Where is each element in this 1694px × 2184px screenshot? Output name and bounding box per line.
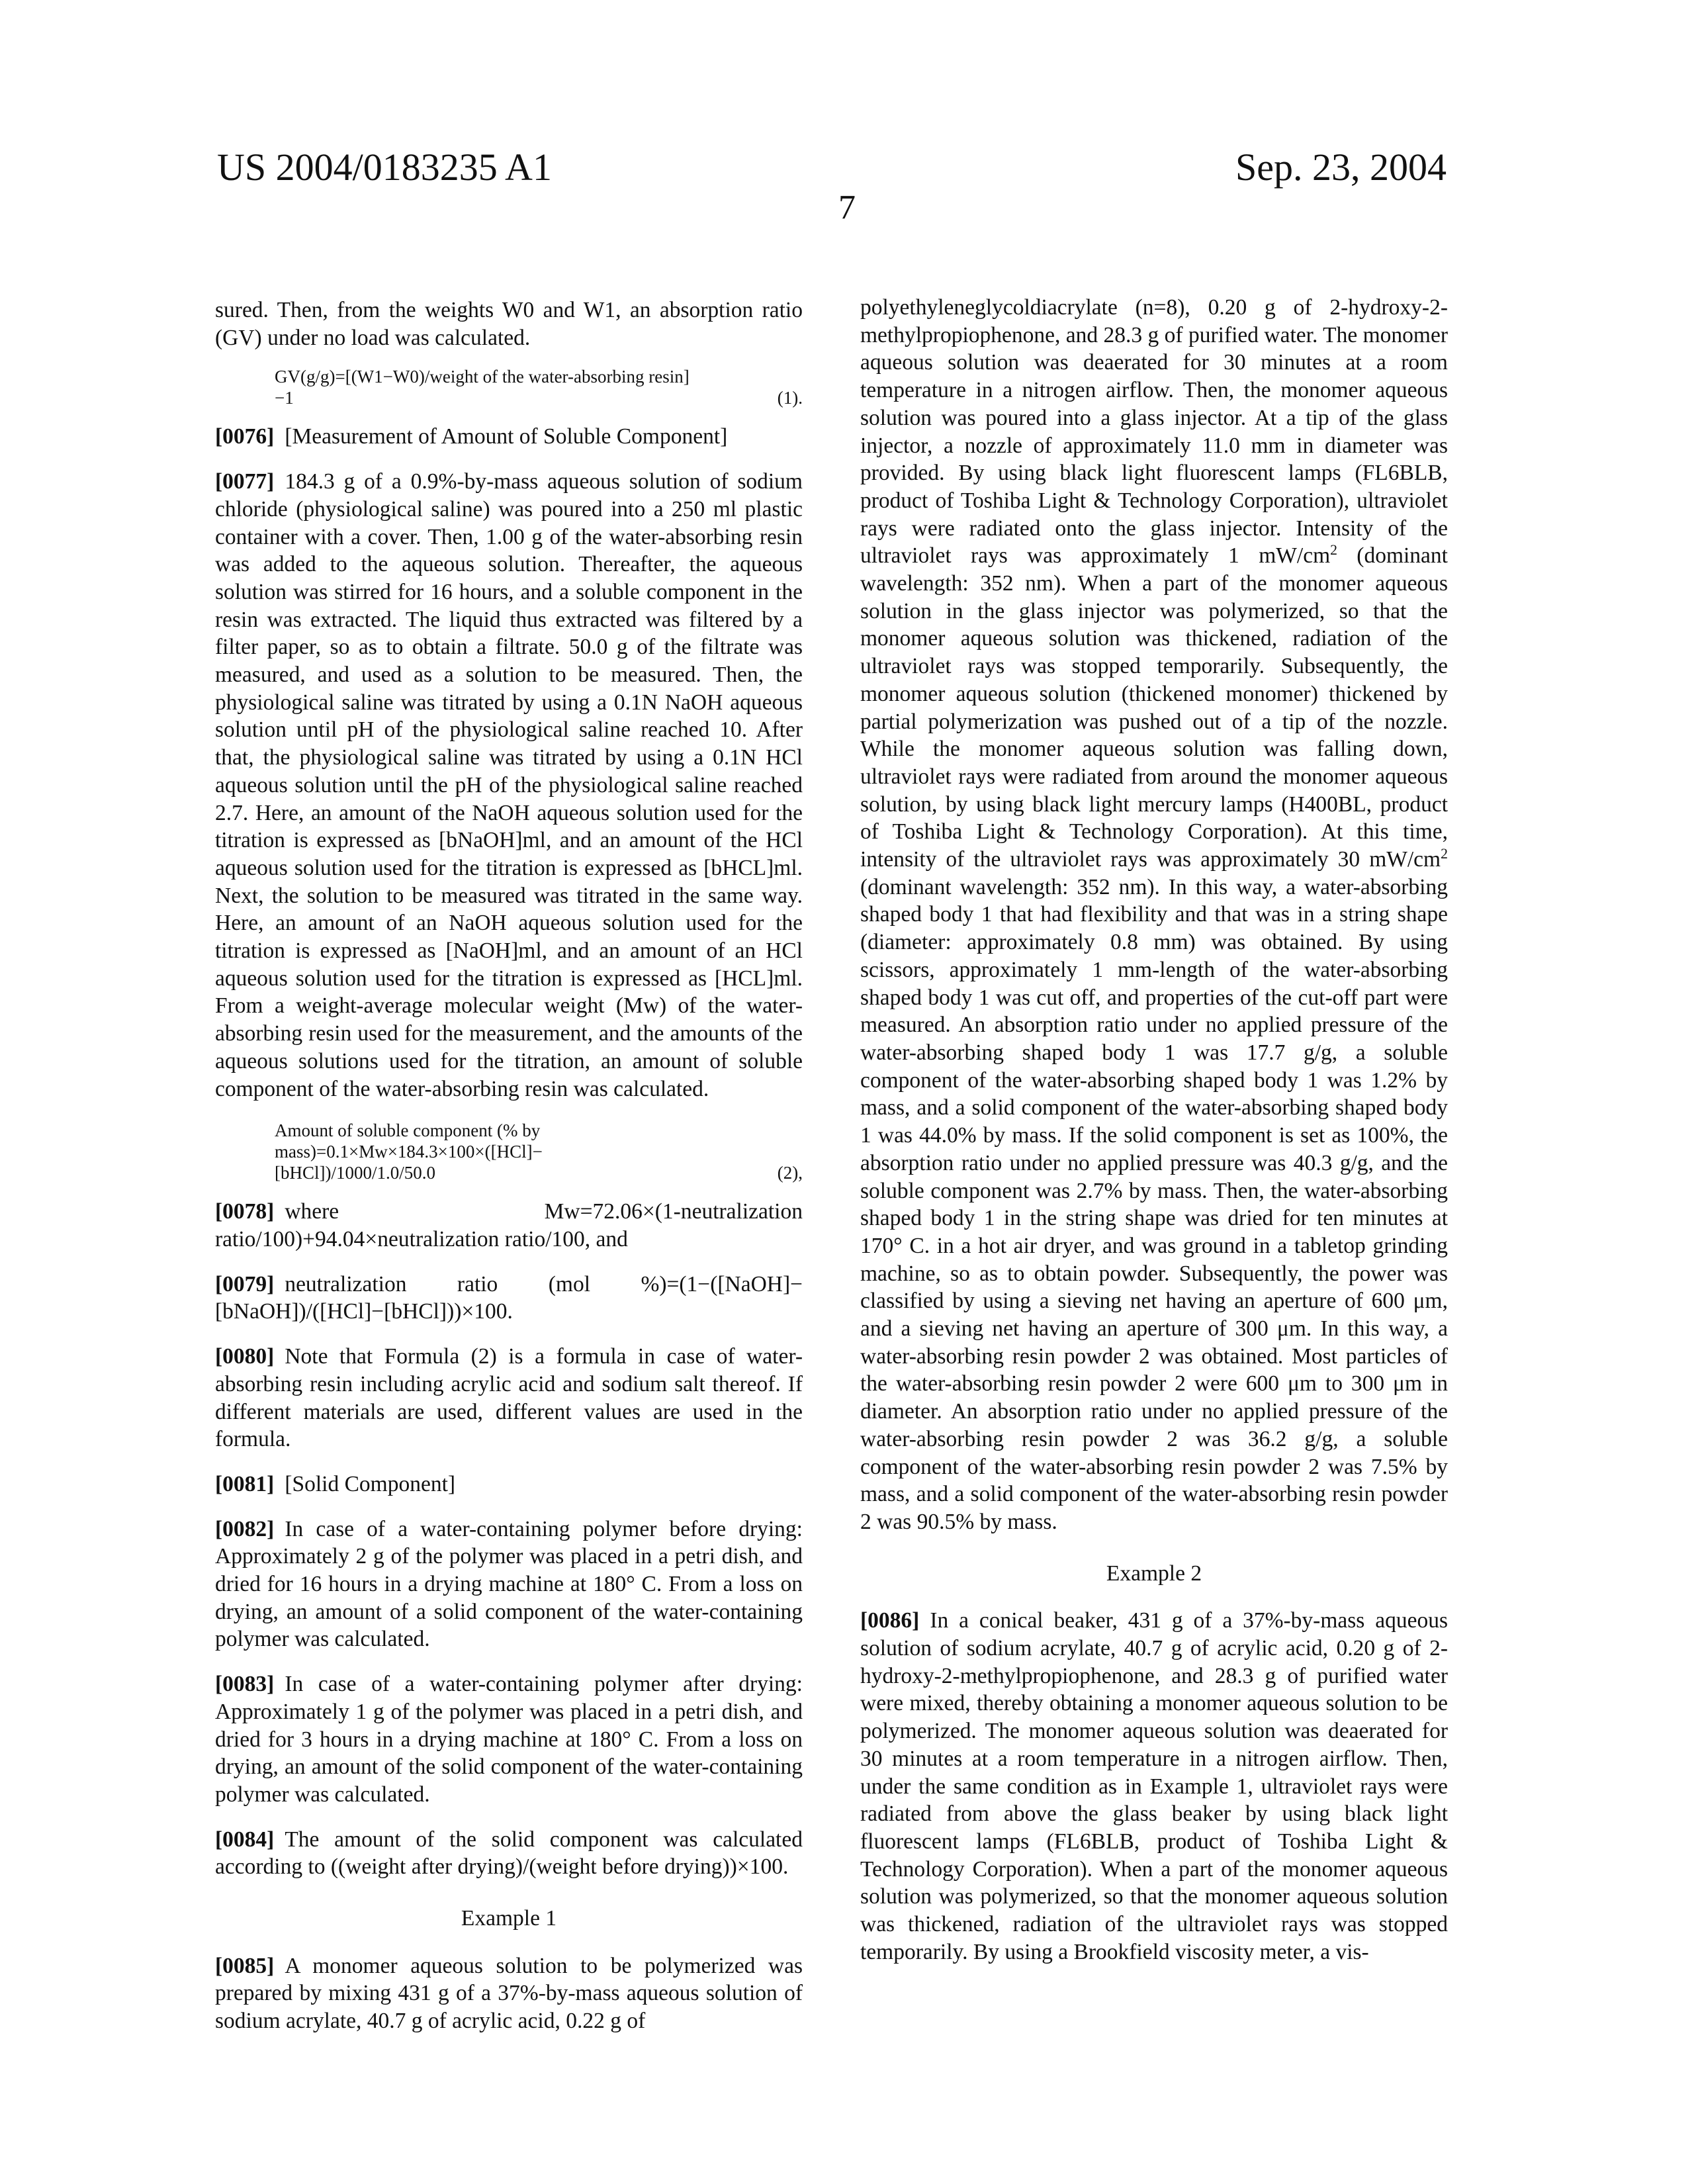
paragraph-number: [0078] xyxy=(215,1199,274,1224)
paragraph-text: (dominant wavelength: 352 nm). When a part of the monomer aqueous solution in the glass injector was polymerized, so that the monomer aqueous solution was thickened, radiation of the ultraviolet rays was stopped temporarily. Subsequently, the monomer aqueous solution (thickened monomer) thickened by partial polymerization was pushed out of a tip of the nozzle. While the monomer aqueous solution was falling down, ultraviolet rays were radiated from around the monomer aqueous solution, by using black light mercury lamps (H400BL, product of Toshiba Light & Technology Corporation). At this time, intensity of the ultraviolet rays was approximately 30 mW/cm xyxy=(860,543,1448,872)
paragraph-number: [0086] xyxy=(860,1608,919,1633)
paragraph-0079 xyxy=(215,1271,803,1326)
paragraph-text: Note that Formula (2) is a formula in case of water-absorbing resin including acrylic acid and sodium salt thereof. If different materials are used, different values are used in the formula. xyxy=(215,1344,803,1451)
formula-2-text: Amount of soluble component (% by mass)=0.1×Mw×184.3×100×([HCl]−[bHCl])/1000/1.0/50.0 xyxy=(275,1120,698,1183)
paragraph-0081 xyxy=(215,1471,803,1498)
paragraph-number: [0080] xyxy=(215,1344,274,1369)
paragraph-text: In case of a water-containing polymer before drying: Approximately 2 g of the polymer was placed in a petri dish, and dried for 16 hours in a drying machine at 180° C. From a loss on drying, an amount of a solid component of the water-containing polymer was calculated. xyxy=(215,1517,803,1652)
paragraph-text: The amount of the solid component was calculated according to ((weight after drying)/(weight before drying))×100. xyxy=(215,1827,803,1880)
example-2-heading: Example 2 xyxy=(860,1560,1448,1588)
paragraph-continued: sured. Then, from the weights W0 and W1, an absorption ratio (GV) under no load was calculated. xyxy=(215,296,803,351)
paragraph-text: [Measurement of Amount of Soluble Component] xyxy=(285,424,727,449)
paragraph-0077 xyxy=(215,468,803,1103)
paragraph-number: [0081] xyxy=(215,1472,274,1496)
paragraph-text: In a conical beaker, 431 g of a 37%-by-mass aqueous solution of sodium acrylate, 40.7 g of acrylic acid, 0.20 g of 2-hydroxy-2-methylpropiophenone, and 28.3 g of purified water were mixed, thereby obtaining a monomer aqueous solution to be polymerized. The monomer aqueous solution was deaerated for 30 minutes at a room temperature in a nitrogen airflow. Then, under the same condition as in Example 1, ultraviolet rays were radiated from above the glass beaker by using black light fluorescent lamps (FL6BLB, product of Toshiba Light & Technology Corporation). When a part of the monomer aqueous solution was polymerized, so that the monomer aqueous solution was thickened, radiation of the ultraviolet rays was stopped temporarily. By using a Brookfield viscosity meter, a vis- xyxy=(860,1608,1448,1964)
example-1-heading: Example 1 xyxy=(215,1905,803,1933)
paragraph-text: In case of a water-containing polymer after drying: Approximately 1 g of the polymer was placed in a petri dish, and dried for 3 hours in a drying machine at 180° C. From a loss on drying, an amount of the solid component of the water-containing polymer was calculated. xyxy=(215,1672,803,1807)
formula-1-text: GV(g/g)=[(W1−W0)/weight of the water-absorbing resin]−1 xyxy=(275,366,698,408)
paragraph-0083 xyxy=(215,1670,803,1809)
paragraph-text: neutralization ratio (mol %)=(1−([NaOH]−[bNaOH])/([HCl]−[bHCl]))×100. xyxy=(215,1272,803,1324)
paragraph-text: where Mw=72.06×(1-neutralization ratio/100)+94.04×neutralization ratio/100, and xyxy=(215,1199,803,1251)
page-number: 7 xyxy=(0,187,1694,228)
publication-number: US 2004/0183235 A1 xyxy=(217,144,552,191)
paragraph-0076 xyxy=(215,423,803,451)
paragraph-0085 xyxy=(215,1952,803,2035)
paragraph-number: [0077] xyxy=(215,469,274,494)
paragraph-0086 xyxy=(860,1607,1448,1966)
superscript: 2 xyxy=(1330,542,1337,558)
paragraph-number: [0076] xyxy=(215,424,274,449)
paragraph-0080 xyxy=(215,1343,803,1453)
paragraph-text: [Solid Component] xyxy=(285,1472,455,1496)
paragraph-continued xyxy=(860,294,1448,1536)
paragraph-0084 xyxy=(215,1826,803,1881)
publication-date: Sep. 23, 2004 xyxy=(1235,144,1447,191)
formula-2-number: (2), xyxy=(778,1162,803,1183)
paragraph-number: [0079] xyxy=(215,1272,274,1297)
paragraph-text: polyethyleneglycoldiacrylate (n=8), 0.20 g of 2-hydroxy-2-methylpropiophenone, and 28.3 g of purified water. The monomer aqueous solution was deaerated for 30 minutes at a room temperature in a nitrogen airflow. Then, the monomer aqueous solution was poured into a glass injector. At a tip of the glass injector, a nozzle of approximately 11.0 mm in diameter was provided. By using black light fluorescent lamps (FL6BLB, product of Toshiba Light & Technology Corporation), ultraviolet rays were radiated onto the glass injector. Intensity of the ultraviolet rays was approximately 1 mW/cm xyxy=(860,295,1448,568)
paragraph-text: 184.3 g of a 0.9%-by-mass aqueous solution of sodium chloride (physiological saline) was poured into a 250 ml plastic container with a cover. Then, 1.00 g of the water-absorbing resin was added to the aqueous solution. Thereafter, the aqueous solution was stirred for 16 hours, and a soluble component in the resin was extracted. The liquid thus extracted was filtered by a filter paper, so as to obtain a filtrate. 50.0 g of the filtrate was measured, and used as a solution to be measured. Then, the physiological saline was titrated by using a 0.1N NaOH aqueous solution until pH of the physiological saline reached 10. After that, the physiological saline was titrated by using a 0.1N HCl aqueous solution until the pH of the physiological saline reached 2.7. Here, an amount of the NaOH aqueous solution used for the titration is expressed as [bNaOH]ml, and an amount of the HCl aqueous solution used for the titration is expressed as [bHCL]ml. Next, the solution to be measured was titrated in the same way. Here, an amount of an NaOH aqueous solution used for the titration is expressed as [NaOH]ml, and an amount of an HCl aqueous solution used for the titration is expressed as [HCL]ml. From a weight-average molecular weight (Mw) of the water-absorbing resin used for the measurement, and the amounts of the aqueous solutions used for the titration, an amount of soluble component of the water-absorbing resin was calculated. xyxy=(215,469,803,1101)
formula-2 xyxy=(275,1120,803,1183)
left-column xyxy=(215,296,803,2052)
paragraph-0078 xyxy=(215,1198,803,1253)
paragraph-0082 xyxy=(215,1516,803,1654)
paragraph-number: [0083] xyxy=(215,1672,274,1696)
paragraph-number: [0082] xyxy=(215,1517,274,1541)
formula-1 xyxy=(275,366,803,408)
paragraph-text: (dominant wavelength: 352 nm). In this way, a water-absorbing shaped body 1 that had flexibility and that was in a string shape (diameter: approximately 0.8 mm) was obtained. By using scissors, approximately 1 mm-length of the water-absorbing shaped body 1 was cut off, and properties of the cut-off part were measured. An absorption ratio under no applied pressure of the water-absorbing shaped body 1 was 17.7 g/g, a soluble component of the water-absorbing shaped body 1 was 1.2% by mass, and a solid component of the water-absorbing shaped body 1 was 44.0% by mass. If the solid component is set as 100%, the absorption ratio under no applied pressure was 40.3 g/g, and the soluble component was 2.7% by mass. Then, the water-absorbing shaped body 1 in the string shape was dried for ten minutes at 170° C. in a hot air dryer, and was ground in a tabletop grinding machine, so as to obtain powder. Subsequently, the power was classified by using a sieving net having an aperture of 600 μm, and a sieving net having an aperture of 300 μm. In this way, a water-absorbing resin powder 2 was obtained. Most particles of the water-absorbing resin powder 2 were 600 μm to 300 μm in diameter. An absorption ratio under no applied pressure of the water-absorbing resin powder 2 was 36.2 g/g, a soluble component of the water-absorbing resin powder 2 was 7.5% by mass, and a solid component of the water-absorbing resin powder 2 was 90.5% by mass. xyxy=(860,875,1448,1534)
paragraph-number: [0085] xyxy=(215,1954,274,1978)
paragraph-text: A monomer aqueous solution to be polymerized was prepared by mixing 431 g of a 37%-by-mass aqueous solution of sodium acrylate, 40.7 g of acrylic acid, 0.22 g of xyxy=(215,1954,803,2033)
right-column xyxy=(860,294,1448,1983)
superscript: 2 xyxy=(1441,846,1448,862)
formula-1-number: (1). xyxy=(778,387,803,408)
paragraph-number: [0084] xyxy=(215,1827,274,1852)
